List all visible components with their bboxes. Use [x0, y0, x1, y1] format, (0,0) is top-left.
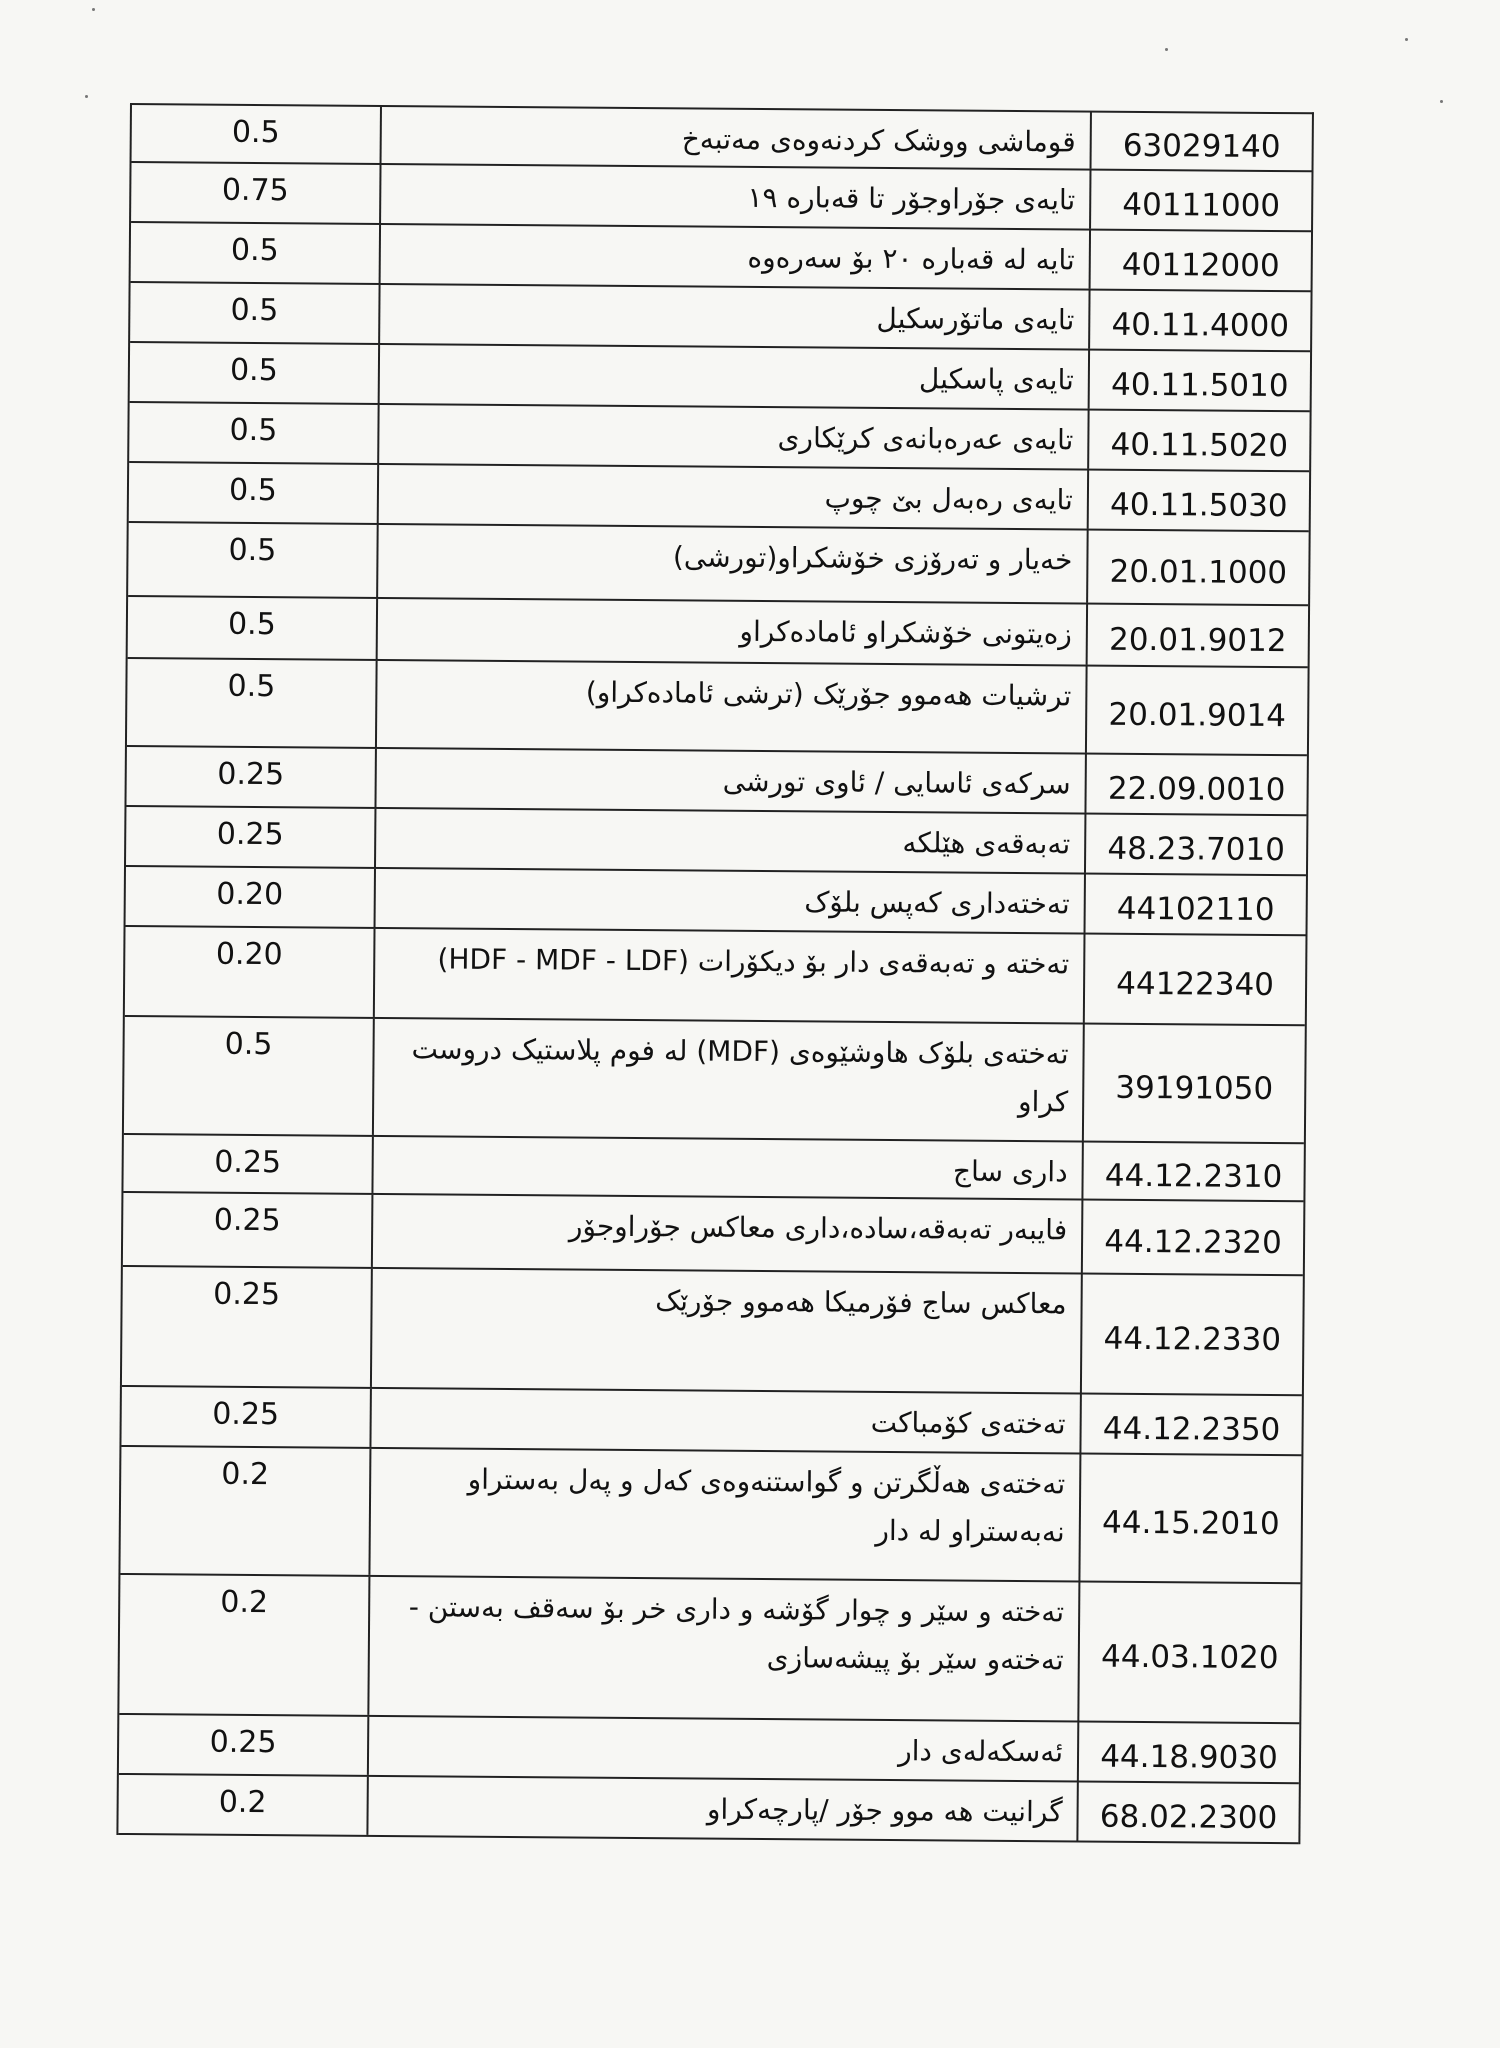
- rate-cell: 0.5: [128, 597, 378, 659]
- table-row: [131, 223, 1311, 292]
- code-cell: 20.01.9012: [1108, 621, 1287, 660]
- rate-cell: 0.5: [130, 343, 380, 403]
- rate-cell: 0.25: [126, 807, 376, 867]
- table-row: [129, 463, 1309, 532]
- description-cell: تایەی ماتۆرسکیل: [380, 285, 1090, 349]
- table-row: [126, 807, 1306, 876]
- table-row: [130, 343, 1310, 412]
- rate-cell: 0.5: [129, 403, 379, 463]
- description-cell: تەختە و تەبەقەی دار بۆ دیکۆرات (HDF - MDF - LDF): [375, 929, 1086, 1023]
- code-cell: 44.03.1020: [1100, 1638, 1279, 1677]
- description-cell: گرانیت هە موو جۆر /پارچەکراو: [368, 1777, 1078, 1841]
- table-row: [119, 1715, 1299, 1784]
- rate-cell: 0.2: [120, 1447, 371, 1575]
- rate-cell: 0.75: [131, 163, 381, 223]
- code-cell: 39191050: [1115, 1069, 1274, 1108]
- code-cell: 40.11.5030: [1109, 486, 1288, 525]
- rate-cell: 0.20: [125, 927, 376, 1017]
- rate-cell: 0.5: [128, 523, 379, 597]
- rate-cell: 0.2: [118, 1775, 368, 1835]
- rate-cell: 0.25: [119, 1715, 369, 1775]
- rate-cell: 0.25: [123, 1193, 374, 1267]
- table-row: [128, 523, 1309, 606]
- code-cell: 44.12.2310: [1104, 1157, 1283, 1196]
- code-cell: 44.12.2330: [1103, 1320, 1282, 1359]
- table-row: [120, 1447, 1301, 1584]
- code-cell: 40.11.5020: [1110, 426, 1289, 465]
- table-row: [122, 1267, 1303, 1396]
- description-cell: تایەی جۆراوجۆر تا قەبارە ١٩: [381, 165, 1091, 229]
- description-cell: ترشیات هەموو جۆرێک (ترشی ئامادەکراو): [377, 661, 1088, 753]
- rate-cell: 0.5: [127, 659, 378, 747]
- table-row: [129, 403, 1309, 472]
- description-cell: ئەسکەلەی دار: [369, 1717, 1079, 1781]
- description-cell: تایەی رەبەل بێ چوپ: [379, 465, 1089, 529]
- table-row: [126, 867, 1306, 936]
- rate-cell: 0.5: [130, 283, 380, 343]
- code-cell: 40.11.4000: [1111, 306, 1290, 345]
- table-row: [125, 927, 1306, 1026]
- code-cell: 44122340: [1116, 965, 1275, 1004]
- description-cell: تەختەداری کەپس بلۆک: [376, 869, 1086, 933]
- table-row: [118, 1775, 1298, 1844]
- table-row: [127, 659, 1308, 756]
- description-cell: سرکەی ئاسایی / ئاوی تورشی: [376, 749, 1086, 813]
- description-cell: تایەی پاسکیل: [380, 345, 1090, 409]
- description-cell: تەختەی هەڵگرتن و گواستنەوەی کەل و پەل بەستراو نەبەستراو لە دار: [370, 1449, 1081, 1581]
- table-row: [132, 105, 1312, 172]
- rate-cell: 0.25: [122, 1267, 373, 1387]
- code-cell: 40.11.5010: [1110, 366, 1289, 405]
- rate-cell: 0.20: [126, 867, 376, 927]
- code-cell: 22.09.0010: [1107, 770, 1286, 809]
- description-cell: قوماشی ووشک کردنەوەی مەتبەخ: [382, 107, 1092, 169]
- rate-cell: 0.2: [119, 1575, 370, 1715]
- description-cell: تەبەقەی هێلکە: [376, 809, 1086, 873]
- description-cell: خەیار و تەرۆزی خۆشکراو(تورشی): [378, 525, 1089, 603]
- code-cell: 20.01.1000: [1109, 553, 1288, 592]
- rate-cell: 0.5: [129, 463, 379, 523]
- table-row: [126, 747, 1306, 816]
- description-cell: تەختەی بلۆک هاوشێوەی (MDF) لە فوم پلاستیک دروست کراو: [374, 1019, 1085, 1141]
- code-cell: 68.02.2300: [1099, 1798, 1278, 1837]
- description-cell: تایە لە قەبارە ٢٠ بۆ سەرەوە: [381, 225, 1091, 289]
- table-row: [130, 283, 1310, 352]
- description-cell: تایەی عەرەبانەی کرێکاری: [379, 405, 1089, 469]
- description-cell: فایبەر تەبەقە،سادە،داری معاکس جۆراوجۆر: [373, 1195, 1084, 1273]
- code-cell: 44.12.2320: [1104, 1223, 1282, 1262]
- code-cell: 40111000: [1122, 186, 1281, 225]
- table-row: [123, 1135, 1303, 1202]
- tariff-table: [116, 103, 1314, 1844]
- code-cell: 44.18.9030: [1100, 1738, 1278, 1777]
- code-cell: 20.01.9014: [1108, 696, 1287, 735]
- table-row: [131, 163, 1311, 232]
- table-row: [123, 1193, 1304, 1276]
- table-row: [119, 1575, 1300, 1724]
- rate-cell: 0.25: [121, 1387, 371, 1447]
- description-cell: تەختە و سێر و چوار گۆشە و داری خر بۆ سەقف بەستن - تەختەو سێر بۆ پیشەسازی: [369, 1577, 1080, 1721]
- description-cell: تەختەی کۆمباکت: [371, 1389, 1081, 1453]
- rate-cell: 0.5: [131, 223, 381, 283]
- code-cell: 40112000: [1121, 246, 1280, 285]
- code-cell: 44102110: [1116, 890, 1275, 929]
- table-row: [121, 1387, 1301, 1456]
- rate-cell: 0.25: [126, 747, 376, 807]
- code-cell: 63029140: [1122, 127, 1281, 166]
- description-cell: معاکس ساج فۆرمیکا هەموو جۆرێک: [372, 1269, 1083, 1393]
- rate-cell: 0.5: [124, 1017, 375, 1135]
- description-cell: زەیتونی خۆشکراو ئامادەکراو: [378, 599, 1088, 665]
- rate-cell: 0.5: [132, 105, 382, 163]
- code-cell: 44.12.2350: [1102, 1410, 1281, 1449]
- table-row: [124, 1017, 1305, 1144]
- code-cell: 44.15.2010: [1101, 1504, 1280, 1543]
- table-row: [128, 597, 1308, 668]
- description-cell: داری ساج: [373, 1137, 1083, 1199]
- rate-cell: 0.25: [123, 1135, 373, 1193]
- code-cell: 48.23.7010: [1107, 830, 1286, 869]
